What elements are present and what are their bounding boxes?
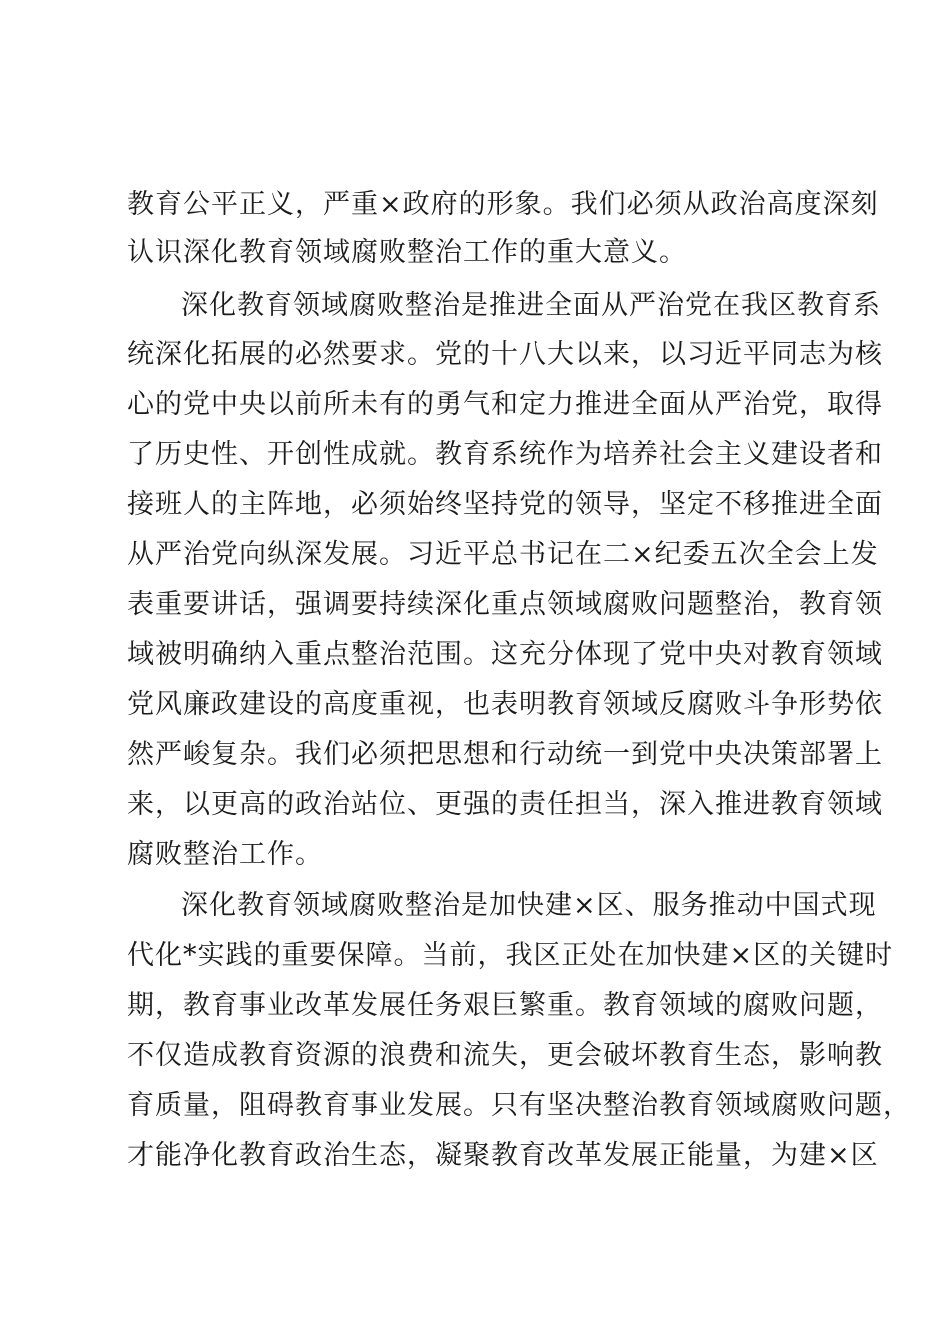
text-line: 来，以更高的政治站位、更强的责任担当，深入推进教育领域 xyxy=(127,789,883,820)
text-line: 域被明确纳入重点整治范围。这充分体现了党中央对教育领域 xyxy=(127,639,883,670)
text-line: 才能净化教育政治生态，凝聚教育改革发展正能量，为建×区 xyxy=(127,1140,879,1171)
text-line: 心的党中央以前所未有的勇气和定力推进全面从严治党，取得 xyxy=(127,389,883,420)
text-line: 统深化拓展的必然要求。党的十八大以来，以习近平同志为核 xyxy=(127,339,883,370)
text-line: 教育公平正义，严重×政府的形象。我们必须从政治高度深刻 xyxy=(127,189,879,220)
text-line: 了历史性、开创性成就。教育系统作为培养社会主义建设者和 xyxy=(127,439,883,470)
text-line: 期，教育事业改革发展任务艰巨繁重。教育领域的腐败问题， xyxy=(127,990,883,1021)
text-line: 不仅造成教育资源的浪费和流失，更会破坏教育生态，影响教 xyxy=(127,1040,883,1071)
text-line: 代化*实践的重要保障。当前，我区正处在加快建×区的关键时 xyxy=(127,940,894,971)
paragraph-first-line: 深化教育领域腐败整治是加快建×区、服务推动中国式现 xyxy=(181,890,877,921)
text-line: 认识深化教育领域腐败整治工作的重大意义。 xyxy=(127,237,687,268)
text-line: 表重要讲话，强调要持续深化重点领域腐败问题整治，教育领 xyxy=(127,589,883,620)
paragraph-first-line: 深化教育领域腐败整治是推进全面从严治党在我区教育系 xyxy=(181,290,881,321)
text-line: 接班人的主阵地，必须始终坚持党的领导，坚定不移推进全面 xyxy=(127,489,883,520)
text-line: 从严治党向纵深发展。习近平总书记在二×纪委五次全会上发 xyxy=(127,539,879,570)
text-line: 育质量，阻碍教育事业发展。只有坚决整治教育领域腐败问题， xyxy=(127,1090,911,1121)
text-line: 腐败整治工作。 xyxy=(127,839,323,870)
text-line: 党风廉政建设的高度重视，也表明教育领域反腐败斗争形势依 xyxy=(127,689,883,720)
text-line: 然严峻复杂。我们必须把思想和行动统一到党中央决策部署上 xyxy=(127,739,883,770)
